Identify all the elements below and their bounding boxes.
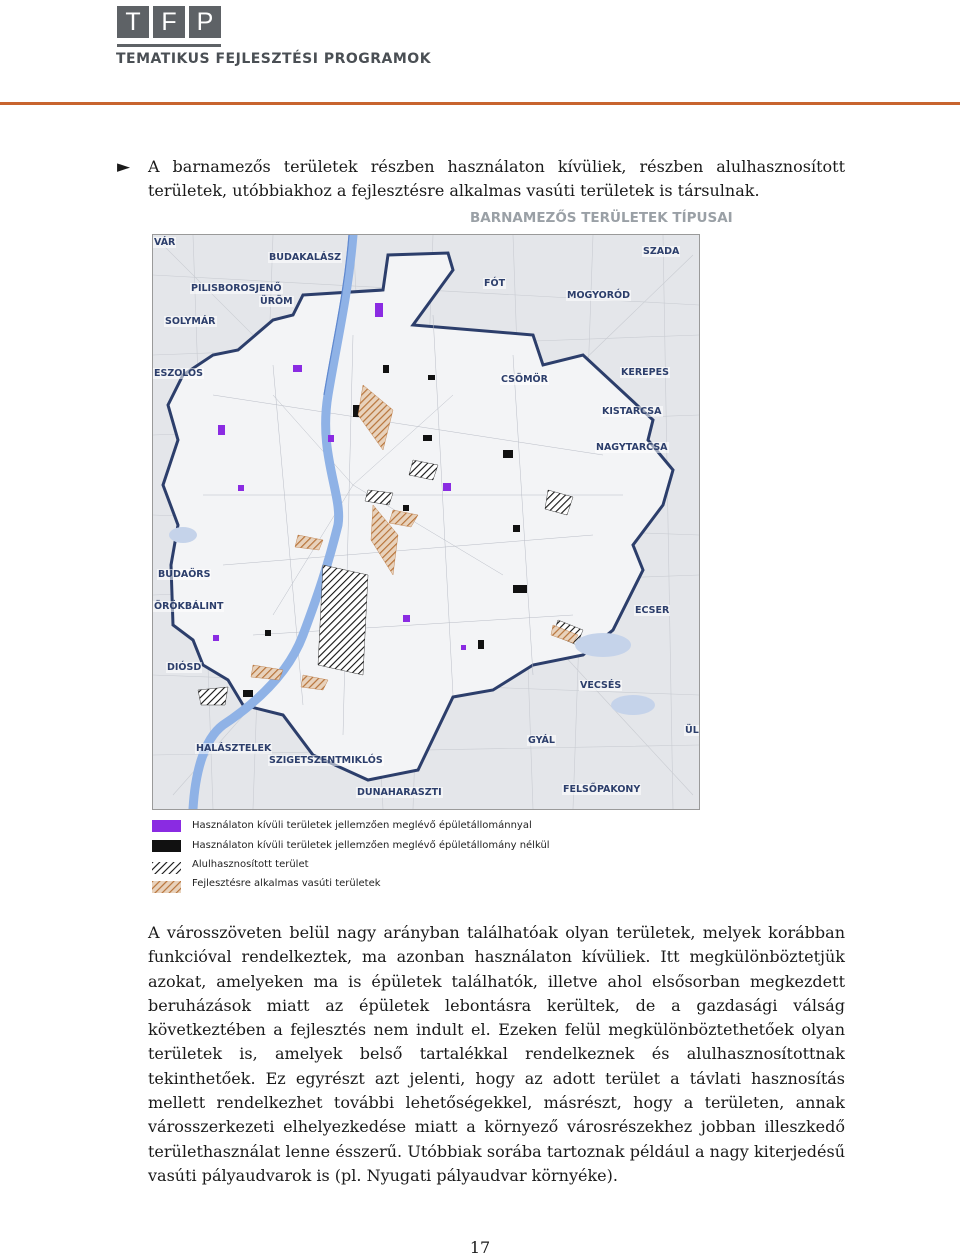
- place-label: BUDAKALÁSZ: [269, 252, 342, 263]
- place-label: PILISBOROSJENŐ: [191, 283, 282, 294]
- place-label: CSÖMÖR: [501, 374, 548, 385]
- place-label: HALÁSZTELEK: [196, 743, 272, 754]
- page-number: 17: [469, 1238, 491, 1257]
- map-graphic: [153, 235, 699, 809]
- place-label: NAGYTARCSA: [596, 442, 668, 453]
- place-label: VECSÉS: [580, 680, 622, 691]
- place-label: FELSŐPAKONY: [563, 784, 641, 795]
- place-label: ESZOLOS: [154, 368, 203, 379]
- place-label: MOGYORÓD: [567, 290, 631, 301]
- legend-label: Használaton kívüli területek jellemzően meglévő épületállománnyal: [192, 820, 532, 831]
- logo-letter-p: P: [189, 6, 221, 38]
- logo-letter-t: T: [117, 6, 149, 38]
- place-label: DIÓSD: [167, 662, 202, 673]
- logo-letter-f: F: [153, 6, 185, 38]
- legend-label: Használaton kívüli területek jellemzően meglévő épületállomány nélkül: [192, 840, 550, 851]
- black-swatch-icon: [152, 840, 181, 852]
- place-label: ÖRÖKBÁLINT: [154, 601, 224, 612]
- place-label: SZIGETSZENTMIKLÓS: [269, 755, 383, 766]
- place-label: ÜL: [685, 725, 699, 736]
- logo-rule: [117, 44, 221, 47]
- brown-hatch-swatch-icon: [152, 878, 181, 890]
- legend-label: Fejlesztésre alkalmas vasúti területek: [192, 878, 381, 889]
- place-label: KISTARCSA: [602, 406, 662, 417]
- logo-subtitle: TEMATIKUS FEJLESZTÉSI PROGRAMOK: [116, 51, 432, 67]
- place-label: SZADA: [643, 246, 680, 257]
- purple-swatch-icon: [152, 820, 181, 832]
- place-label: SOLYMÁR: [165, 316, 216, 327]
- map-title: BARNAMEZŐS TERÜLETEK TÍPUSAI: [470, 210, 733, 226]
- map-figure: [152, 234, 700, 810]
- place-label: BUDAÖRS: [158, 569, 211, 580]
- body-paragraph: A városszöveten belül nagy arányban találhatóak olyan területek, melyek korábban funkcióval rendelkeztek, ma azonban használaton kívüliek. Itt megkülönböztetjük azokat, amelyeken ma is épületek találhatók, illetve ahol elsősorban megkezdett beruházások miatt az épületek lebontásra kerültek, de a gazdasági válság következtében a fejlesztés nem indult el. Ezeken felül megkülönböztethetőek olyan területek is, amelyek belső tartalékkal rendelkeznek és alulhasznosítottnak tekinthetőek. Ez egyrészt azt jelenti, hogy az adott terület a távlati hasznosítás mellett rendelkezhet további lehetőségekkel, másrészt, hogy a területen, annak városszerkezeti elhelyezkedése miatt a környező városrészekhez jobban illeszkedő területhasználat lenne ésszerű. Utóbbiak sorába tartoznak például a nagy kiterjedésű vasúti pályaudvarok is (pl. Nyugati pályaudvar környéke).: [148, 923, 845, 1185]
- place-label: DUNAHARASZTI: [357, 787, 442, 798]
- place-label: GYÁL: [528, 735, 555, 746]
- place-label: VÁR: [154, 237, 176, 248]
- place-label: ECSER: [635, 605, 670, 616]
- black-hatch-swatch-icon: [152, 859, 181, 871]
- place-label: KEREPES: [621, 367, 669, 378]
- legend-label: Alulhasznosított terület: [192, 859, 309, 870]
- header-divider: [0, 102, 960, 105]
- place-label: ÜRÖM: [260, 296, 293, 307]
- bullet-arrow-icon: ►: [117, 157, 131, 177]
- place-label: FÓT: [484, 278, 506, 289]
- bullet-text: A barnamezős területek részben használaton kívüliek, részben alulhasznosított területek, utóbbiakhoz a fejlesztésre alkalmas vasúti területek is társulnak.: [148, 157, 845, 200]
